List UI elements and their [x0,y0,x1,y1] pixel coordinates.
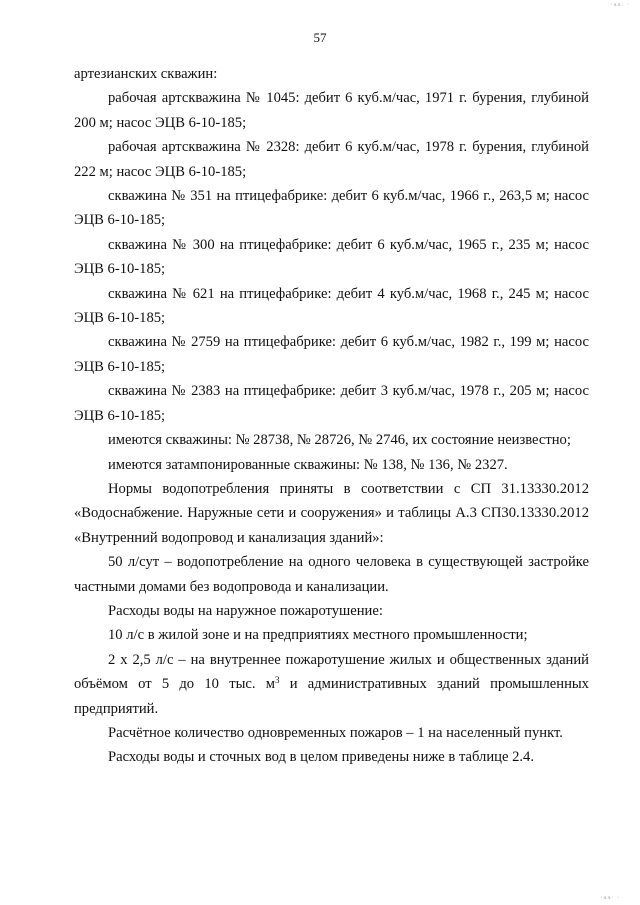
scan-mark-bottom: ·ᴧᴧ· · [600,895,620,901]
paragraph-well-1045: рабочая артскважина № 1045: дебит 6 куб.м/час, 1971 г. бурения, глубиной 200 м; насос ЭЦВ 6-10-185; [74,90,589,131]
paragraph-wells-intro: артезианских скважин: [74,66,218,82]
indoor-fire-text-before: 2 х 2,5 л/с – на внутреннее пожаротушение жилых и общественных зданий объёмом от 5 до 10 тыс. м [74,651,589,693]
paragraph-simultaneous-fires: Расчётное количество одновременных пожаров – 1 на населенный пункт. [108,724,563,741]
paragraph-well-2383: скважина № 2383 на птицефабрике: дебит 3 куб.м/час, 1978 г., 205 м; насос ЭЦВ 6-10-185; [74,383,589,424]
paragraph-well-300: скважина № 300 на птицефабрике: дебит 6 куб.м/час, 1965 г., 235 м; насос ЭЦВ 6-10-185; [74,236,589,278]
paragraph-consumption-norms: Нормы водопотребления приняты в соответствии с СП 31.13330.2012 «Водоснабжение. Наружные сети и сооружения» и таблицы А.3 СП30.13330.2012 «Внутренний водопровод и канализация зданий»: [74,480,589,546]
paragraph-well-2328: рабочая артскважина № 2328: дебит 6 куб.м/час, 1978 г. бурения, глубиной 222 м; насос ЭЦВ 6-10-185; [74,139,589,180]
cubic-superscript: 3 [274,675,280,686]
paragraph-indoor-fire-rate [74,648,589,721]
indoor-fire-text-after: и административных зданий промышленных предприятий. [74,676,589,717]
paragraph-well-2759: скважина № 2759 на птицефабрике: дебит 6 куб.м/час, 1982 г., 199 м; насос ЭЦВ 6-10-185; [74,334,589,375]
paragraph-table-reference: Расходы воды и сточных вод в целом приведены ниже в таблице 2.4. [108,749,534,766]
document-body [74,62,589,770]
paragraph-fire-water-heading: Расходы воды на наружное пожаротушение: [108,602,383,619]
paragraph-well-351: скважина № 351 на птицефабрике: дебит 6 куб.м/час, 1966 г., 263,5 м; насос ЭЦВ 6-10-185; [74,188,589,229]
paragraph-outdoor-fire-rate: 10 л/с в жилой зоне и на предприятиях местного промышленности; [108,627,528,644]
scan-mark-top: ·ᴧᴧ· · [610,2,630,8]
paragraph-well-621: скважина № 621 на птицефабрике: дебит 4 куб.м/час, 1968 г., 245 м; насос ЭЦВ 6-10-185; [74,285,589,327]
paragraph-per-person-consumption: 50 л/сут – водопотребление на одного человека в существующей застройке частными домами без водопровода и канализации. [74,554,589,595]
paragraph-plugged-wells: имеются затампонированные скважины: № 138, № 136, № 2327. [108,456,508,473]
paragraph-unknown-wells: имеются скважины: № 28738, № 28726, № 2746, их состояние неизвестно; [108,432,571,449]
page-number: 57 [313,30,327,45]
